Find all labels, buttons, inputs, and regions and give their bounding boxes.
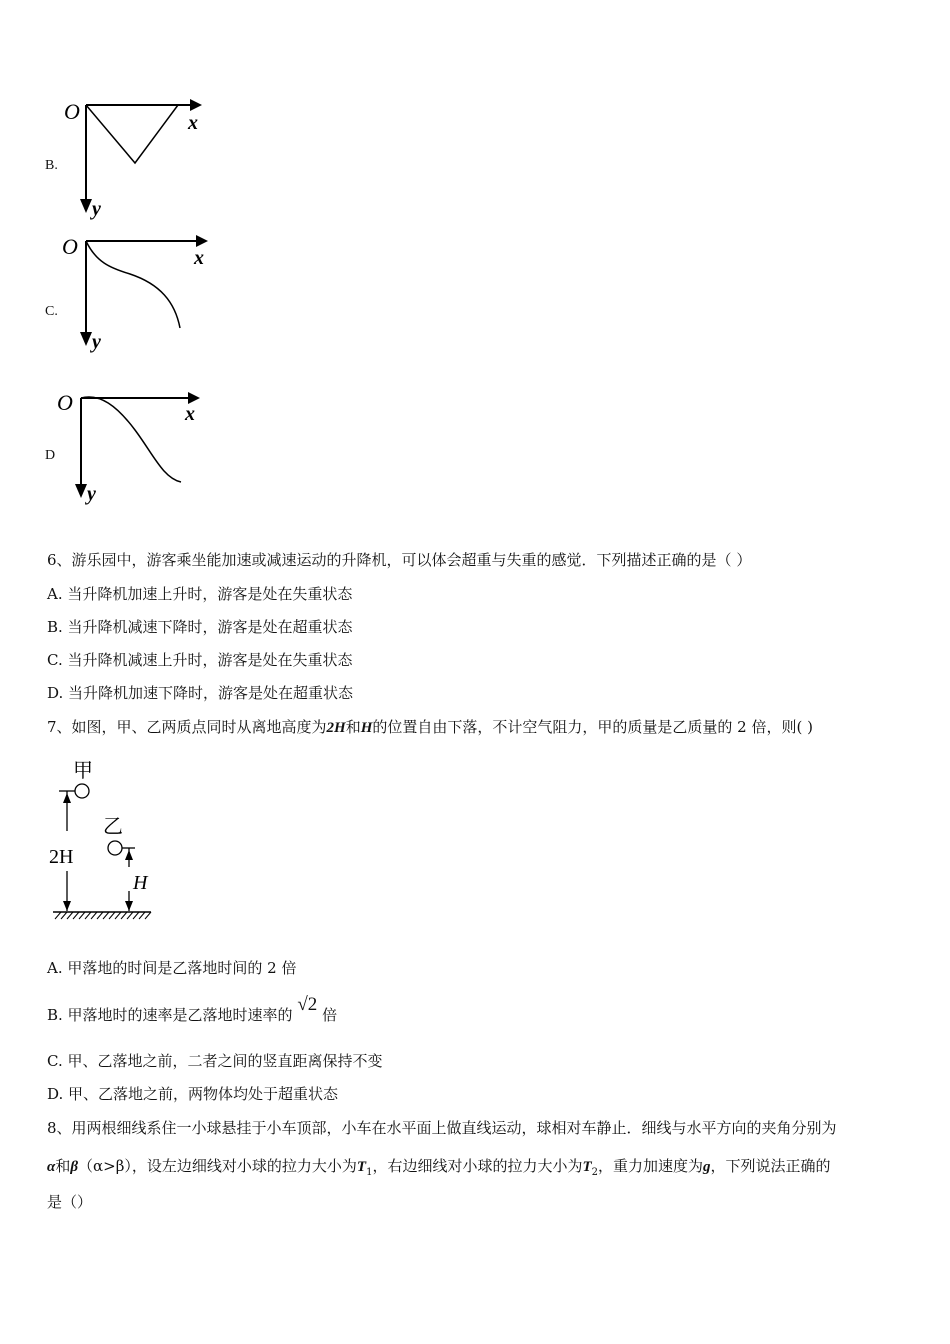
q6-option-b: B. 当升降机减速下降时，游客是处在超重状态 [47, 618, 353, 636]
q8-line1: 8、用两根细线系住一小球悬挂于小车顶部，小车在水平面上做直线运动，球相对车静止．细线与水平方向的夹角分别为 [47, 1119, 837, 1137]
graph-b-x-label: x [188, 112, 198, 134]
q7-option-b: B. 甲落地时的速率是乙落地时速率的 √2 倍 [47, 994, 338, 1024]
graph-b-origin: O [64, 99, 80, 124]
graph-c [60, 232, 220, 362]
q7-figure [45, 755, 165, 925]
yi-ball [108, 841, 122, 855]
q8-line3: 是（） [47, 1193, 93, 1211]
q7-stem: 7、如图，甲、乙两质点同时从离地高度为2H和H的位置自由下落，不计空气阻力，甲的质量是乙质量的 2 倍，则( ) [47, 718, 813, 736]
q6-stem: 6、游乐园中，游客乘坐能加速或减速运动的升降机，可以体会超重与失重的感觉．下列描述正确的是（ ） [47, 551, 752, 569]
graph-c-curve [86, 241, 180, 328]
graph-d-y-arrow [75, 484, 87, 498]
q8-line2: α和β（α>β），设左边细线对小球的拉力大小为$T_1$，右边细线对小球的拉力大小为$T_2$，重力加速度为g，下列说法正确的 [47, 1157, 831, 1178]
graph-b-y-label: y [92, 198, 101, 220]
label-H: H [133, 872, 148, 894]
q7-option-d: D. 甲、乙落地之前，两物体均处于超重状态 [47, 1085, 339, 1103]
q6-option-d: D. 当升降机加速下降时，游客是处在超重状态 [47, 684, 354, 702]
option-c-label: C. [45, 304, 58, 319]
graph-d-curve [81, 397, 181, 482]
graph-b-curve [86, 105, 178, 163]
graph-c-x-label: x [194, 247, 204, 269]
jia-ball [75, 784, 89, 798]
graph-d-x-label: x [185, 403, 195, 425]
label-2H: 2H [49, 846, 74, 868]
q6-option-c: C. 当升降机减速上升时，游客是处在失重状态 [47, 651, 353, 669]
graph-d-y-label: y [87, 483, 96, 505]
yi-label: 乙 [103, 816, 123, 838]
graph-b-y-arrow [80, 199, 92, 213]
option-b-label: B. [45, 158, 58, 173]
option-d-label: D [45, 448, 56, 463]
graph-d-origin: O [57, 390, 73, 415]
graph-c-y-arrow [80, 332, 92, 346]
sqrt2: √2 [297, 994, 318, 1015]
graph-b-x-arrow [190, 99, 202, 111]
graph-c-y-label: y [92, 331, 101, 353]
graph-c-origin: O [62, 234, 78, 259]
q7-option-a: A. 甲落地的时间是乙落地时间的 2 倍 [47, 959, 297, 977]
q7-option-c: C. 甲、乙落地之前，二者之间的竖直距离保持不变 [47, 1052, 383, 1070]
jia-label: 甲 [73, 760, 93, 782]
graph-c-x-arrow [196, 235, 208, 247]
graph-d [55, 388, 215, 508]
graph-b [60, 95, 220, 225]
q6-option-a: A. 当升降机加速上升时，游客是处在失重状态 [47, 585, 353, 603]
